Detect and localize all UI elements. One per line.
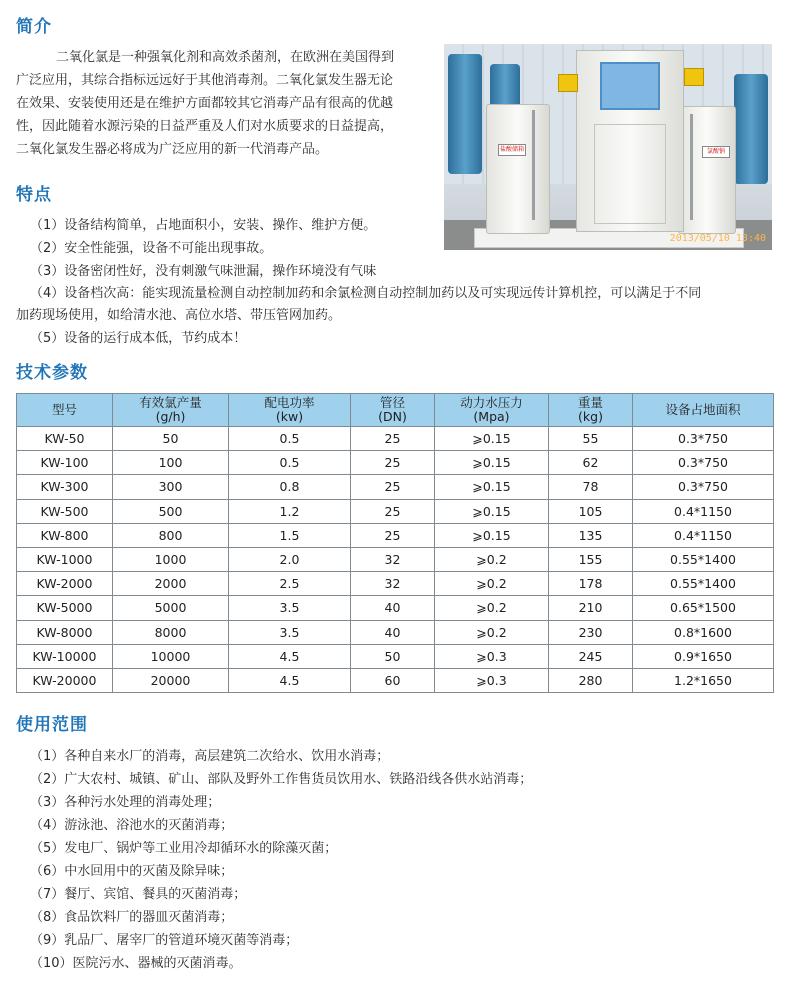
usage-item-4: （4）游泳池、浴池水的灭菌消毒；	[30, 818, 234, 833]
spec-cell: 0.65*1500	[633, 596, 774, 620]
spec-cell: ⩾0.2	[435, 572, 549, 596]
spec-cell: 0.5	[229, 427, 351, 451]
spec-cell: 2.0	[229, 547, 351, 571]
usage-item-3: （3）各种污水处理的消毒处理；	[30, 795, 221, 810]
spec-cell: ⩾0.3	[435, 644, 549, 668]
spec-cell: 5000	[113, 596, 229, 620]
spec-cell: 32	[351, 572, 435, 596]
spec-cell: 210	[549, 596, 633, 620]
spec-cell: ⩾0.2	[435, 620, 549, 644]
spec-cell: ⩾0.15	[435, 451, 549, 475]
spec-row	[17, 547, 774, 571]
spec-cell: 32	[351, 547, 435, 571]
spec-cell: 0.8	[229, 475, 351, 499]
intro-heading: 简介	[16, 17, 52, 37]
spec-row	[17, 620, 774, 644]
spec-cell: 78	[549, 475, 633, 499]
spec-cell: 155	[549, 547, 633, 571]
spec-row	[17, 668, 774, 692]
spec-cell: 1.2	[229, 499, 351, 523]
spec-header-row	[17, 394, 774, 427]
spec-cell: ⩾0.15	[435, 499, 549, 523]
spec-cell: 55	[549, 427, 633, 451]
spec-cell: KW-2000	[17, 572, 113, 596]
spec-cell: 0.55*1400	[633, 572, 774, 596]
spec-row	[17, 451, 774, 475]
intro-line-2: 广泛应用，其综合指标远远好于其他消毒剂。二氧化氯发生器无论	[16, 73, 394, 88]
feature-item-1: （1）设备结构简单，占地面积小，安装、操作、维护方便。	[30, 218, 377, 233]
spec-cell: 178	[549, 572, 633, 596]
spec-cell: 300	[113, 475, 229, 499]
photo-tank-right	[678, 106, 736, 234]
spec-cell: 10000	[113, 644, 229, 668]
spec-header-cell: 动力水压力 (Mpa)	[435, 394, 549, 427]
usage-item-6: （6）中水回用中的灭菌及除异味；	[30, 864, 234, 879]
intro-line-3: 在效果、安装使用还是在维护方面都较其它消毒产品有很高的优越	[16, 96, 394, 111]
spec-cell: 25	[351, 475, 435, 499]
usage-item-2: （2）广大农村、城镇、矿山、部队及野外工作售货员饮用水、铁路沿线各供水站消毒；	[30, 772, 533, 787]
spec-cell: 50	[351, 644, 435, 668]
spec-cell: KW-5000	[17, 596, 113, 620]
spec-cell: ⩾0.15	[435, 523, 549, 547]
spec-cell: 500	[113, 499, 229, 523]
spec-cell: 8000	[113, 620, 229, 644]
spec-header-cell: 重量 (kg)	[549, 394, 633, 427]
spec-cell: KW-800	[17, 523, 113, 547]
photo-pipe-right	[690, 114, 693, 220]
spec-header-cell: 设备占地面积	[633, 394, 774, 427]
spec-cell: 40	[351, 620, 435, 644]
photo-pump-right	[684, 68, 704, 86]
spec-cell: 0.4*1150	[633, 499, 774, 523]
spec-cell: 0.9*1650	[633, 644, 774, 668]
spec-row	[17, 499, 774, 523]
spec-cell: 50	[113, 427, 229, 451]
spec-cell: ⩾0.2	[435, 596, 549, 620]
spec-row	[17, 427, 774, 451]
photo-tank-left	[486, 104, 550, 234]
spec-cell: KW-10000	[17, 644, 113, 668]
spec-cell: 135	[549, 523, 633, 547]
spec-cell: 20000	[113, 668, 229, 692]
spec-cell: 25	[351, 499, 435, 523]
spec-header-cell: 配电功率 (kw)	[229, 394, 351, 427]
intro-line-5: 二氧化氯发生器必将成为广泛应用的新一代消毒产品。	[16, 142, 329, 157]
photo-tank-label-left: 盐酸储箱	[498, 144, 526, 156]
spec-cell: KW-500	[17, 499, 113, 523]
spec-cell: 0.8*1600	[633, 620, 774, 644]
usage-item-7: （7）餐厅、宾馆、餐具的灭菌消毒；	[30, 887, 247, 902]
spec-cell: 0.4*1150	[633, 523, 774, 547]
spec-cell: KW-20000	[17, 668, 113, 692]
feature-item-5: （5）设备的运行成本低，节约成本！	[30, 331, 247, 346]
spec-cell: 40	[351, 596, 435, 620]
specs-heading: 技术参数	[16, 363, 88, 383]
spec-cell: ⩾0.3	[435, 668, 549, 692]
usage-item-8: （8）食品饮料厂的器皿灭菌消毒；	[30, 910, 234, 925]
spec-row	[17, 644, 774, 668]
spec-cell: 2000	[113, 572, 229, 596]
spec-cell: 3.5	[229, 620, 351, 644]
spec-cell: KW-300	[17, 475, 113, 499]
spec-cell: 4.5	[229, 668, 351, 692]
intro-line-1: 二氧化氯是一种强氧化剂和高效杀菌剂，在欧洲在美国得到	[56, 50, 395, 65]
spec-table	[16, 393, 774, 693]
photo-blue-tank-left	[448, 54, 482, 174]
spec-header-cell: 有效氯产量 (g/h)	[113, 394, 229, 427]
photo-control-screen	[600, 62, 660, 110]
spec-cell: 245	[549, 644, 633, 668]
feature-item-3: （3）设备密闭性好，没有刺激气味泄漏，操作环境没有气味	[30, 264, 377, 279]
intro-line-4: 性，因此随着水源污染的日益严重及人们对水质要求的日益提高，	[16, 119, 394, 134]
spec-cell: 25	[351, 451, 435, 475]
spec-cell: ⩾0.15	[435, 427, 549, 451]
spec-cell: KW-100	[17, 451, 113, 475]
photo-pipe-left	[532, 110, 535, 220]
product-photo	[444, 44, 772, 250]
photo-blue-tank-right	[734, 74, 768, 184]
spec-cell: 25	[351, 523, 435, 547]
spec-row	[17, 572, 774, 596]
spec-cell: KW-50	[17, 427, 113, 451]
spec-cell: 3.5	[229, 596, 351, 620]
feature-item-2: （2）安全性能强，设备不可能出现事故。	[30, 241, 273, 256]
photo-tank-label-right: 氯酸钠	[702, 146, 730, 158]
spec-cell: 230	[549, 620, 633, 644]
spec-cell: 2.5	[229, 572, 351, 596]
spec-cell: 100	[113, 451, 229, 475]
spec-cell: 0.3*750	[633, 451, 774, 475]
spec-cell: 0.3*750	[633, 427, 774, 451]
spec-cell: 800	[113, 523, 229, 547]
spec-row	[17, 475, 774, 499]
spec-cell: ⩾0.2	[435, 547, 549, 571]
spec-cell: KW-8000	[17, 620, 113, 644]
spec-cell: ⩾0.15	[435, 475, 549, 499]
spec-header-cell: 型号	[17, 394, 113, 427]
spec-cell: 62	[549, 451, 633, 475]
photo-pump-left	[558, 74, 578, 92]
spec-row	[17, 523, 774, 547]
spec-cell: 105	[549, 499, 633, 523]
spec-header-cell: 管径 (DN)	[351, 394, 435, 427]
usage-item-1: （1）各种自来水厂的消毒，高层建筑二次给水、饮用水消毒；	[30, 749, 390, 764]
spec-cell: 0.55*1400	[633, 547, 774, 571]
spec-cell: 0.5	[229, 451, 351, 475]
photo-cabinet-door	[594, 124, 666, 224]
spec-row	[17, 596, 774, 620]
spec-cell: KW-1000	[17, 547, 113, 571]
spec-cell: 4.5	[229, 644, 351, 668]
spec-cell: 1000	[113, 547, 229, 571]
usage-item-9: （9）乳品厂、屠宰厂的管道环境灭菌等消毒；	[30, 933, 299, 948]
spec-cell: 25	[351, 427, 435, 451]
spec-table-body	[17, 427, 774, 693]
spec-cell: 280	[549, 668, 633, 692]
usage-item-10: （10）医院污水、器械的灭菌消毒。	[30, 956, 242, 971]
feature-item-4-cont: 加药现场使用，如给清水池、高位水塔、带压管网加药。	[16, 308, 342, 323]
spec-cell: 60	[351, 668, 435, 692]
spec-cell: 0.3*750	[633, 475, 774, 499]
features-heading: 特点	[16, 185, 52, 205]
usage-heading: 使用范围	[16, 715, 88, 735]
feature-item-4: （4）设备档次高：能实现流量检测自动控制加药和余氯检测自动控制加药以及可实现远传计算机控，可以满足于不同	[30, 286, 702, 301]
usage-item-5: （5）发电厂、锅炉等工业用冷却循环水的除藻灭菌；	[30, 841, 338, 856]
spec-cell: 1.2*1650	[633, 668, 774, 692]
photo-timestamp: 2013/05/10 13:40	[669, 233, 766, 244]
spec-cell: 1.5	[229, 523, 351, 547]
